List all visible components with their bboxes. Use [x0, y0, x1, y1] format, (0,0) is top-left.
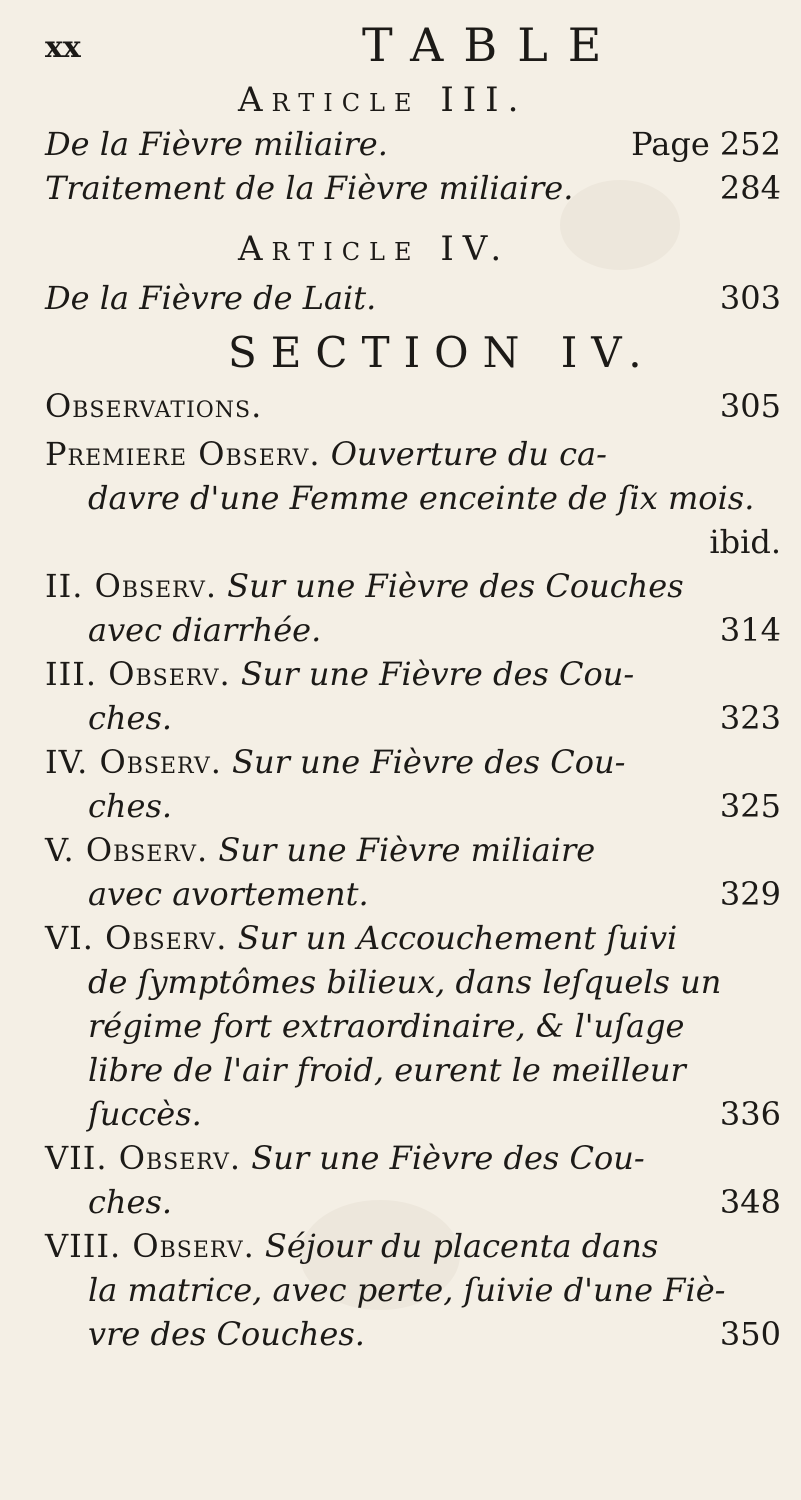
- toc-entry-page: 329: [719, 875, 781, 913]
- observation-text: de ſymptômes bilieux, dans leſquels un: [88, 963, 722, 1001]
- observation-text: ſuccès.: [88, 1095, 202, 1133]
- observation-label: V. Observ.: [45, 831, 209, 869]
- toc-entry-page: 325: [719, 787, 781, 825]
- observation-label: Premiere Observ.: [45, 435, 321, 473]
- observation-text: Sur un Accouchement ſuivi: [237, 919, 678, 957]
- toc-entry-page: 284: [719, 169, 781, 207]
- observation-label: VII. Observ.: [45, 1139, 242, 1177]
- observation-entry: [45, 1227, 659, 1265]
- observation-text: avec avortement.: [88, 875, 369, 913]
- observation-text: avec diarrhée.: [88, 611, 322, 649]
- toc-entry-page: 314: [719, 611, 781, 649]
- observation-entry: [45, 919, 678, 957]
- observation-entry: [45, 1139, 645, 1177]
- running-title: TABLE: [362, 18, 622, 72]
- observation-entry: [45, 435, 607, 473]
- observation-label: IV. Observ.: [45, 743, 222, 781]
- observation-text: Sur une Fièvre miliaire: [218, 831, 596, 869]
- toc-entry-page: 305: [719, 387, 781, 425]
- observation-entry: [45, 655, 635, 693]
- observation-entry: [45, 831, 596, 869]
- observation-text: ches.: [88, 699, 173, 737]
- toc-entry-page: 303: [719, 279, 781, 317]
- observation-text: ches.: [88, 787, 173, 825]
- toc-entry-page: 323: [719, 699, 781, 737]
- article-heading: Article IV.: [238, 229, 511, 269]
- observation-text: davre d'une Femme enceinte de ſix mois.: [88, 479, 755, 517]
- observations-label: Observations.: [45, 387, 263, 425]
- observation-text: régime fort extraordinaire, & l'uſage: [88, 1007, 685, 1045]
- observation-entry: [45, 743, 626, 781]
- toc-entry-title: Traitement de la Fièvre miliaire.: [45, 169, 574, 207]
- toc-entry-title: De la Fièvre de Lait.: [45, 279, 377, 317]
- observation-text: libre de l'air froid, eurent le meilleur: [88, 1051, 686, 1089]
- observation-text: ches.: [88, 1183, 173, 1221]
- page-folio: xx: [45, 30, 81, 65]
- observation-text: Ouverture du ca-: [330, 435, 607, 473]
- observation-text: Sur une Fièvre des Cou-: [251, 1139, 645, 1177]
- toc-entry-page: 336: [719, 1095, 781, 1133]
- article-heading: Article III.: [238, 80, 528, 120]
- toc-entry-page: 350: [719, 1315, 781, 1353]
- observation-text: vre des Couches.: [88, 1315, 365, 1353]
- observation-entry: [45, 567, 684, 605]
- observation-text: Sur une Fièvre des Cou-: [232, 743, 626, 781]
- observation-text: Sur une Fièvre des Couches: [227, 567, 684, 605]
- observation-text: Séjour du placenta dans: [264, 1227, 659, 1265]
- toc-entry-page: Page 252: [631, 125, 781, 163]
- observation-label: VIII. Observ.: [45, 1227, 255, 1265]
- toc-entry-page: 348: [719, 1183, 781, 1221]
- paper-stain: [560, 180, 680, 270]
- toc-entry-title: De la Fièvre miliaire.: [45, 125, 388, 163]
- observation-text: Sur une Fièvre des Cou-: [240, 655, 635, 693]
- observation-label: VI. Observ.: [45, 919, 228, 957]
- observation-label: III. Observ.: [45, 655, 231, 693]
- section-heading: SECTION IV.: [228, 328, 656, 377]
- observation-label: II. Observ.: [45, 567, 217, 605]
- observation-text: la matrice, avec perte, ſuivie d'une Fiè-: [88, 1271, 726, 1309]
- toc-entry-page: ibid.: [709, 523, 781, 561]
